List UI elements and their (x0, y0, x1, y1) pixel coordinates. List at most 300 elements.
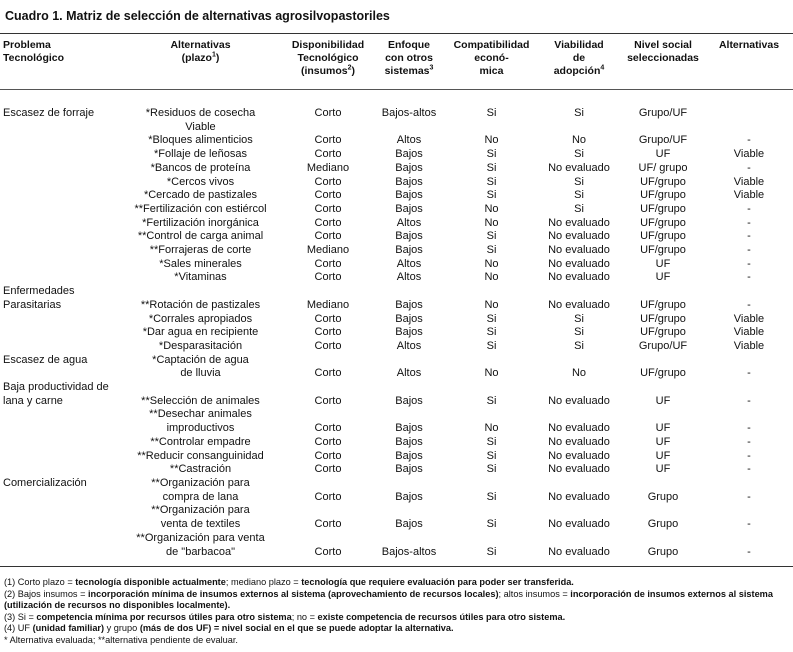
cell-compatibilidad-value: Si (486, 394, 497, 407)
cell-alternativas-result-value: - (747, 449, 751, 462)
cell-alternativas-result (707, 450, 791, 464)
cell-nivel-social-value: Grupo/UF (638, 134, 688, 147)
cell-alternativas-result (707, 107, 791, 134)
cell-alternativa (119, 217, 282, 231)
footnote-segment: tecnología disponible actualmente (75, 577, 226, 587)
cell-nivel-social-value: UF/grupo (640, 244, 686, 257)
cell-enfoque (374, 162, 444, 176)
cell-enfoque-value: Bajos (395, 175, 423, 188)
table-row (2, 271, 791, 285)
footnote-segment: ; mediano plazo = (225, 577, 302, 587)
cell-alternativas-result-value: - (747, 298, 751, 311)
cell-viabilidad (539, 271, 619, 285)
footnote-segment: ; altos insumos = (498, 588, 571, 599)
cell-nivel-social-value: Grupo/UF (638, 339, 688, 352)
cell-disponibilidad-value: Corto (314, 435, 342, 448)
table-row (2, 354, 791, 381)
bottom-rule (0, 566, 793, 567)
cell-nivel-social-value: UF (655, 422, 671, 435)
cell-problema (2, 408, 119, 435)
cell-compatibilidad (444, 148, 539, 162)
selection-matrix-table (2, 39, 791, 559)
cell-alternativa (119, 203, 282, 217)
footnote-segment: (1) Corto plazo = (4, 577, 76, 587)
cell-alternativas-result (707, 189, 791, 203)
cell-nivel-social (619, 244, 707, 258)
cell-problema (2, 313, 119, 327)
alternativa-line: **Forrajeras de corte (149, 244, 252, 257)
alternativa-line (120, 285, 281, 299)
cell-alternativa (119, 340, 282, 354)
alternativa-line: *Dar agua en recipiente (142, 326, 259, 339)
cell-disponibilidad-value: Corto (314, 367, 342, 380)
table-row (2, 189, 791, 203)
alternativa-line: *Captación de agua (152, 353, 249, 366)
alternativa-line: **Castración (169, 463, 232, 476)
cell-compatibilidad (444, 258, 539, 272)
table-row (2, 162, 791, 176)
cell-enfoque-value: Altos (396, 339, 422, 352)
cell-alternativas-result (707, 203, 791, 217)
cell-viabilidad (539, 258, 619, 272)
cell-enfoque (374, 134, 444, 148)
cell-enfoque-value: Altos (396, 257, 422, 270)
cell-disponibilidad (282, 381, 374, 408)
cell-alternativas-result-value: Viable (733, 175, 765, 188)
cell-compatibilidad-value: Si (486, 148, 497, 161)
cell-nivel-social (619, 504, 707, 531)
alternativa-line: **Rotación de pastizales (140, 298, 261, 311)
cell-enfoque-value: Bajos (395, 449, 423, 462)
alternativa-line: compra de lana (162, 490, 239, 503)
table-row (2, 463, 791, 477)
cell-viabilidad-value: Si (574, 175, 584, 188)
cell-viabilidad-value: No evaluado (548, 394, 610, 407)
cell-enfoque-value: Bajos (395, 161, 423, 174)
table-row (2, 258, 791, 272)
cell-nivel-social-value: UF/grupo (640, 216, 686, 229)
alternativa-line: **Desechar animales (149, 408, 252, 421)
table-row (2, 176, 791, 190)
cell-nivel-social-value: UF (655, 271, 671, 284)
cell-viabilidad (539, 285, 619, 312)
cell-alternativas-result (707, 313, 791, 327)
alternativa-line: *Bancos de proteína (150, 161, 251, 174)
cell-compatibilidad (444, 436, 539, 450)
cell-nivel-social-value: Grupo (647, 545, 679, 558)
cell-enfoque-value: Bajos (395, 435, 423, 448)
cell-nivel-social (619, 381, 707, 408)
cell-disponibilidad-value: Corto (314, 148, 342, 161)
cell-disponibilidad-value: Corto (314, 175, 342, 188)
alternativa-line: de lluvia (180, 367, 221, 380)
cell-enfoque (374, 107, 444, 134)
cell-alternativas-result-value: - (747, 271, 751, 284)
table-row (2, 107, 791, 134)
cell-nivel-social-value: UF (655, 257, 671, 270)
cell-viabilidad-value: Si (574, 326, 584, 339)
footnote-segment: incorporación de insumos externos al sistema (utilización de recursos no disponibles localmente). (4, 588, 773, 610)
cell-compatibilidad (444, 285, 539, 312)
cell-alternativas-result (707, 134, 791, 148)
cell-compatibilidad-value: Si (486, 463, 497, 476)
cell-viabilidad-value: Si (574, 339, 584, 352)
table-row (2, 148, 791, 162)
cell-disponibilidad (282, 203, 374, 217)
alternativa-line: *Fertilización inorgánica (142, 216, 259, 229)
cell-enfoque (374, 340, 444, 354)
cell-alternativas-result (707, 271, 791, 285)
header-compatibilidad: Compatibilidad econó- mica (453, 39, 530, 77)
cell-nivel-social-value: UF/grupo (640, 202, 686, 215)
cell-compatibilidad-value: No (484, 202, 499, 215)
cell-problema (2, 463, 119, 477)
alternativa-line: *Follaje de leñosas (154, 148, 247, 161)
cell-enfoque (374, 230, 444, 244)
alternativa-line: **Control de carga animal (137, 230, 264, 243)
cell-enfoque (374, 477, 444, 504)
cell-alternativas-result (707, 244, 791, 258)
footnote-segment: (4) UF (4, 623, 33, 633)
cell-disponibilidad-value: Corto (314, 107, 342, 119)
alternativa-line: *Desparasitación (158, 339, 243, 352)
header-row (2, 39, 791, 107)
cell-nivel-social-value: UF/grupo (640, 230, 686, 243)
alternativa-line: **Organización para (151, 504, 250, 517)
alternativa-line: **Selección de animales (141, 394, 260, 407)
cell-alternativas-result-value: - (747, 367, 751, 380)
header-viabilidad: Viabilidad de adopción$^4$ (553, 39, 605, 77)
alternativa-line (120, 381, 281, 395)
cell-nivel-social (619, 436, 707, 450)
cell-viabilidad (539, 463, 619, 477)
cell-viabilidad (539, 340, 619, 354)
cell-viabilidad (539, 504, 619, 531)
table-row (2, 134, 791, 148)
cell-problema (2, 148, 119, 162)
cell-disponibilidad-value: Corto (314, 339, 342, 352)
cell-alternativas-result (707, 532, 791, 559)
cell-disponibilidad-value: Corto (314, 134, 342, 147)
cell-compatibilidad-value: Si (486, 312, 497, 325)
cell-nivel-social (619, 271, 707, 285)
table-row (2, 244, 791, 258)
cell-alternativa (119, 189, 282, 203)
cell-viabilidad-value: No evaluado (548, 449, 610, 462)
cell-viabilidad-value: No (571, 367, 587, 380)
cell-nivel-social (619, 354, 707, 381)
cell-alternativa (119, 326, 282, 340)
cell-compatibilidad (444, 217, 539, 231)
cell-disponibilidad-value: Corto (314, 394, 342, 407)
footnote-segment: tecnología que requiere evaluación para poder ser transferida. (301, 577, 574, 587)
cell-enfoque (374, 504, 444, 531)
table-row (2, 230, 791, 244)
cell-alternativa (119, 162, 282, 176)
cell-nivel-social (619, 203, 707, 217)
cell-alternativa (119, 313, 282, 327)
cell-compatibilidad-value: Si (486, 326, 497, 339)
top-rule (0, 33, 793, 34)
alternativa-line: *Corrales apropiados (148, 312, 253, 325)
cell-viabilidad (539, 148, 619, 162)
table-row (2, 504, 791, 531)
cell-compatibilidad-value: Si (486, 490, 497, 503)
cell-viabilidad (539, 408, 619, 435)
cell-problema (2, 271, 119, 285)
cell-alternativas-result-value: Viable (733, 339, 765, 352)
cell-alternativas-result-value: - (747, 202, 751, 215)
table-row (2, 217, 791, 231)
alternativa-line: *Cercos vivos (166, 175, 235, 188)
cell-problema: Escasez de agua (3, 353, 88, 366)
cell-viabilidad (539, 134, 619, 148)
cell-nivel-social-value: Grupo (647, 518, 679, 531)
cell-compatibilidad (444, 381, 539, 408)
cell-disponibilidad (282, 532, 374, 559)
cell-alternativas-result-value: - (747, 422, 751, 435)
cell-problema (2, 450, 119, 464)
footnote-segment: existe competencia de recursos útiles para otro sistema. (317, 611, 566, 622)
cell-compatibilidad-value: Si (486, 189, 497, 202)
cell-viabilidad (539, 381, 619, 408)
cell-viabilidad-value: Si (574, 148, 584, 161)
cell-enfoque (374, 354, 444, 381)
cell-alternativas-result-value: - (747, 490, 751, 503)
cell-compatibilidad (444, 189, 539, 203)
cell-enfoque (374, 285, 444, 312)
cell-disponibilidad-value: Corto (314, 202, 342, 215)
cell-nivel-social (619, 148, 707, 162)
cell-enfoque (374, 532, 444, 559)
alternativa-line: **Reducir consanguinidad (137, 449, 264, 462)
cell-viabilidad (539, 450, 619, 464)
footnote-line (4, 577, 790, 589)
cell-viabilidad (539, 203, 619, 217)
cell-alternativa (119, 450, 282, 464)
cell-compatibilidad-value: Si (486, 518, 497, 531)
alternativa-line: venta de textiles (160, 518, 241, 531)
cell-viabilidad-value: No evaluado (548, 545, 610, 558)
cell-compatibilidad-value: Si (486, 175, 497, 188)
cell-disponibilidad (282, 258, 374, 272)
cell-compatibilidad-value: Si (486, 230, 497, 243)
footnote-segment: ; no = (291, 611, 318, 622)
cell-enfoque (374, 450, 444, 464)
cell-disponibilidad (282, 504, 374, 531)
cell-disponibilidad (282, 326, 374, 340)
cell-alternativas-result-value: - (747, 463, 751, 476)
cell-compatibilidad (444, 244, 539, 258)
cell-compatibilidad-value: No (484, 134, 499, 147)
cell-disponibilidad (282, 354, 374, 381)
table-row (2, 532, 791, 559)
cell-viabilidad (539, 477, 619, 504)
cell-disponibilidad (282, 477, 374, 504)
cell-enfoque (374, 313, 444, 327)
footnote-line (4, 589, 790, 612)
cell-viabilidad-value: No evaluado (548, 230, 610, 243)
cell-alternativa (119, 107, 282, 134)
cell-alternativas-result (707, 148, 791, 162)
cell-enfoque (374, 176, 444, 190)
cell-disponibilidad-value: Corto (314, 271, 342, 284)
cell-compatibilidad (444, 504, 539, 531)
cell-enfoque (374, 381, 444, 408)
cell-disponibilidad-value: Corto (314, 449, 342, 462)
cell-viabilidad-value: No evaluado (548, 216, 610, 229)
table-row (2, 285, 791, 312)
cell-alternativas-result-value: - (747, 518, 751, 531)
cell-viabilidad-value: No (571, 134, 587, 147)
cell-nivel-social (619, 162, 707, 176)
cell-alternativas-result (707, 354, 791, 381)
alternativa-line: *Residuos de cosecha (145, 107, 256, 119)
footnote-line (4, 635, 790, 647)
cell-enfoque (374, 244, 444, 258)
cell-viabilidad-value: No evaluado (548, 463, 610, 476)
cell-disponibilidad-value: Corto (314, 326, 342, 339)
header-problema: Problema Tecnológico (3, 39, 65, 64)
cell-problema (2, 244, 119, 258)
cell-alternativa (119, 258, 282, 272)
cell-enfoque-value: Bajos (395, 148, 423, 161)
cell-enfoque-value: Bajos (395, 244, 423, 257)
cell-problema (2, 504, 119, 531)
cell-alternativas-result-value: Viable (733, 189, 765, 202)
cell-nivel-social (619, 340, 707, 354)
cell-alternativas-result (707, 408, 791, 435)
footnote-segment: (3) Si = (4, 611, 37, 622)
cell-viabilidad (539, 354, 619, 381)
cell-disponibilidad-value: Corto (314, 230, 342, 243)
cell-disponibilidad (282, 408, 374, 435)
cell-alternativas-result (707, 436, 791, 450)
cell-disponibilidad (282, 162, 374, 176)
cell-problema (2, 532, 119, 559)
cell-enfoque (374, 326, 444, 340)
cell-compatibilidad (444, 313, 539, 327)
alternativa-line: *Vitaminas (174, 271, 227, 284)
footnote-segment: (2) Bajos insumos = (4, 588, 88, 599)
header-nivel-social: Nivel social seleccionadas (627, 39, 699, 64)
cell-compatibilidad-value: No (484, 257, 499, 270)
cell-nivel-social-value: Grupo/UF (638, 107, 688, 119)
cell-problema (2, 189, 119, 203)
cell-compatibilidad (444, 326, 539, 340)
table-row (2, 408, 791, 435)
cell-disponibilidad (282, 463, 374, 477)
cell-enfoque-value: Altos (396, 271, 422, 284)
cell-nivel-social (619, 477, 707, 504)
header-enfoque: Enfoque con otros sistemas$^3$ (384, 39, 434, 77)
cell-compatibilidad (444, 271, 539, 285)
cell-alternativas-result-value: Viable (733, 326, 765, 339)
cell-nivel-social-value: UF (655, 463, 671, 476)
cell-compatibilidad (444, 107, 539, 134)
header-alternativas-result: Alternativas (718, 39, 780, 51)
cell-nivel-social (619, 463, 707, 477)
cell-problema: Enfermedades Parasitarias (3, 285, 75, 311)
alternativa-line: **Organización para venta (136, 531, 265, 544)
cell-disponibilidad-value: Mediano (306, 244, 350, 257)
cell-enfoque-value: Bajos (395, 312, 423, 325)
cell-viabilidad (539, 176, 619, 190)
cell-nivel-social (619, 134, 707, 148)
footnote-segment: * Alternativa evaluada; **alternativa pendiente de evaluar. (4, 634, 238, 645)
cell-alternativa (119, 532, 282, 559)
alternativa-line: *Cercado de pastizales (143, 189, 258, 202)
cell-viabilidad-value: Si (574, 312, 584, 325)
table-title: Cuadro 1. Matriz de selección de alternativas agrosilvopastoriles (5, 9, 390, 23)
cell-enfoque-value: Bajos (395, 518, 423, 531)
cell-disponibilidad-value: Mediano (306, 161, 350, 174)
cell-problema: Escasez de forraje (3, 107, 95, 119)
cell-alternativa (119, 463, 282, 477)
cell-disponibilidad (282, 340, 374, 354)
cell-disponibilidad (282, 450, 374, 464)
cell-enfoque (374, 408, 444, 435)
cell-compatibilidad-value: No (484, 216, 499, 229)
cell-alternativas-result (707, 504, 791, 531)
cell-viabilidad-value: No evaluado (548, 435, 610, 448)
cell-viabilidad-value: No evaluado (548, 422, 610, 435)
cell-enfoque-value: Altos (396, 134, 422, 147)
cell-compatibilidad (444, 354, 539, 381)
cell-viabilidad-value: Si (574, 189, 584, 202)
cell-alternativas-result (707, 217, 791, 231)
cell-compatibilidad (444, 340, 539, 354)
cell-problema (2, 217, 119, 231)
cell-enfoque-value: Bajos (395, 189, 423, 202)
cell-disponibilidad (282, 176, 374, 190)
cell-enfoque-value: Bajos-altos (381, 107, 437, 119)
cell-viabilidad-value: No evaluado (548, 244, 610, 257)
cell-alternativas-result (707, 285, 791, 312)
cell-alternativa (119, 354, 282, 381)
cell-enfoque-value: Bajos (395, 298, 423, 311)
cell-problema (2, 176, 119, 190)
footnote-line (4, 612, 790, 624)
cell-nivel-social (619, 326, 707, 340)
cell-disponibilidad-value: Corto (314, 422, 342, 435)
header-disponibilidad: Disponibilidad Tecnológico (insumos$^2$) (291, 39, 365, 77)
cell-enfoque-value: Bajos (395, 422, 423, 435)
cell-compatibilidad (444, 203, 539, 217)
cell-nivel-social (619, 532, 707, 559)
cell-compatibilidad-value: Si (486, 339, 497, 352)
cell-nivel-social-value: UF/grupo (640, 312, 686, 325)
cell-compatibilidad (444, 162, 539, 176)
footnote-segment: competencia mínima por recursos útiles para otro sistema (36, 611, 292, 622)
cell-alternativas-result (707, 477, 791, 504)
cell-enfoque (374, 203, 444, 217)
cell-alternativas-result (707, 326, 791, 340)
cell-problema (2, 326, 119, 340)
table-row (2, 450, 791, 464)
footnote-segment: y grupo (104, 623, 140, 633)
table-row (2, 381, 791, 408)
cell-compatibilidad-value: No (484, 367, 499, 380)
cell-viabilidad (539, 436, 619, 450)
cell-viabilidad (539, 107, 619, 134)
cell-nivel-social-value: UF/grupo (640, 326, 686, 339)
cell-enfoque (374, 271, 444, 285)
cell-disponibilidad (282, 107, 374, 134)
cell-disponibilidad-value: Corto (314, 545, 342, 558)
cell-alternativa (119, 477, 282, 504)
cell-disponibilidad (282, 217, 374, 231)
